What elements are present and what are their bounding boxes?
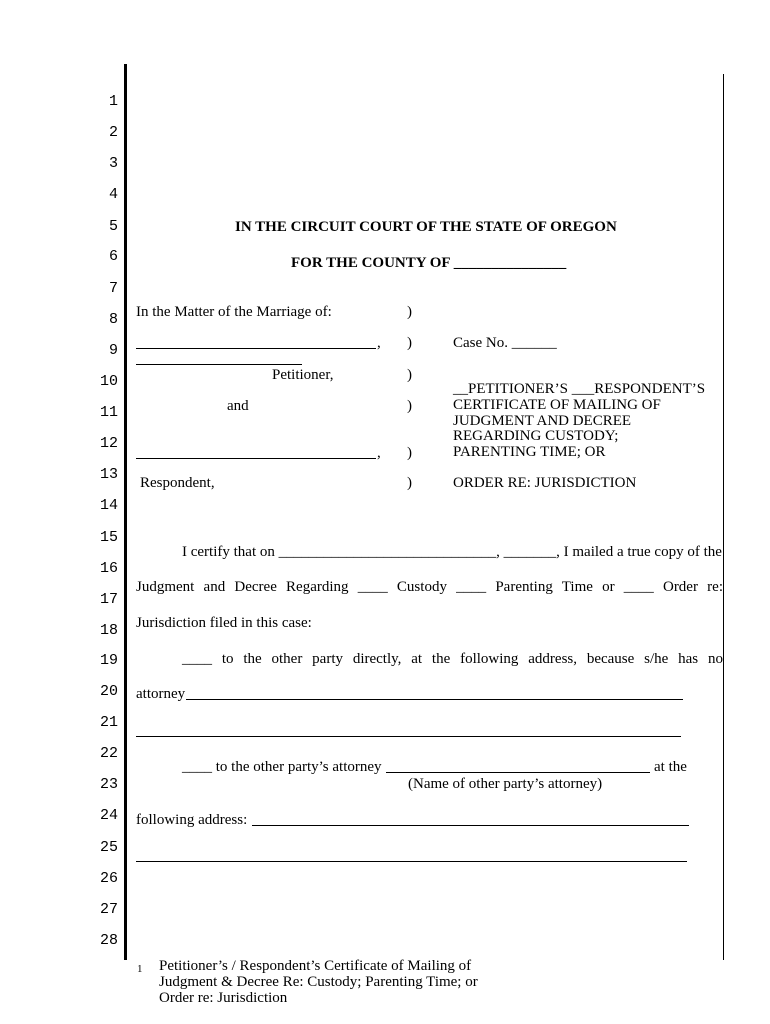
- option-direct-line: ____ to the other party directly, at the following address, because s/he has no: [182, 651, 723, 667]
- matter-label: In the Matter of the Marriage of:: [136, 304, 332, 320]
- line-number: 26: [99, 870, 118, 887]
- caption-paren: ): [407, 475, 412, 491]
- line-number: 5: [108, 218, 118, 235]
- line-number: 17: [99, 591, 118, 608]
- line-number: 18: [99, 622, 118, 639]
- petitioner-label: Petitioner,: [272, 367, 334, 383]
- line-number: 25: [99, 839, 118, 856]
- caption-paren: ): [407, 398, 412, 414]
- right-margin-line: [723, 74, 724, 960]
- line-number: 4: [108, 186, 118, 203]
- attorney-name-line: [386, 772, 650, 773]
- line-number: 16: [99, 560, 118, 577]
- footer-line-1: Petitioner’s / Respondent’s Certificate of Mailing of: [159, 958, 472, 974]
- document-title-line-3: JUDGMENT AND DECREE: [453, 413, 632, 429]
- footer-line-2: Judgment & Decree Re: Custody; Parenting Time; or: [159, 974, 478, 990]
- line-number: 10: [99, 373, 118, 390]
- document-title-line-4: REGARDING CUSTODY;: [453, 428, 619, 444]
- line-number: 2: [108, 124, 118, 141]
- petitioner-comma: ,: [377, 335, 381, 351]
- option-attorney-end: at the: [654, 759, 687, 775]
- caption-paren: ): [407, 335, 412, 351]
- line-number: 12: [99, 435, 118, 452]
- document-title-line-2: CERTIFICATE OF MAILING OF: [453, 397, 661, 413]
- line-number: 23: [99, 776, 118, 793]
- case-number: Case No. ______: [453, 335, 557, 351]
- line-number: 19: [99, 652, 118, 669]
- line-number: 21: [99, 714, 118, 731]
- respondent-comma: ,: [377, 445, 381, 461]
- certify-line: I certify that on _____________________________, _______, I mailed a true copy of the: [182, 544, 722, 560]
- line-number: 9: [108, 342, 118, 359]
- line-number: 14: [99, 497, 118, 514]
- left-margin-double-line: [124, 64, 127, 960]
- line-number: 11: [99, 404, 118, 421]
- and-label: and: [227, 398, 249, 414]
- line-number: 24: [99, 807, 118, 824]
- line-number: 6: [108, 248, 118, 265]
- address-line-3: [252, 825, 689, 826]
- line-number: 28: [99, 932, 118, 949]
- footer-page-number: 1: [137, 963, 143, 975]
- line-number: 8: [108, 311, 118, 328]
- attorney-label: attorney: [136, 686, 186, 702]
- attorney-name-caption: (Name of other party’s attorney): [408, 776, 603, 792]
- line-number: 15: [99, 529, 118, 546]
- document-title-line-5: PARENTING TIME; OR: [453, 444, 606, 460]
- caption-paren: ): [407, 445, 412, 461]
- document-title-line-6: ORDER RE: JURISDICTION: [453, 475, 637, 491]
- address-line-4: [136, 861, 687, 862]
- line-number: 22: [99, 745, 118, 762]
- line-number: 3: [108, 155, 118, 172]
- petitioner-name-line-2: [136, 364, 302, 365]
- following-address-label: following address:: [136, 812, 248, 828]
- caption-paren: ): [407, 367, 412, 383]
- line-number: 13: [99, 466, 118, 483]
- county-heading: FOR THE COUNTY OF _______________: [291, 255, 567, 271]
- jurisdiction-line: Jurisdiction filed in this case:: [136, 615, 312, 631]
- footer-line-3: Order re: Jurisdiction: [159, 990, 288, 1006]
- line-number: 27: [99, 901, 118, 918]
- option-attorney-line: ____ to the other party’s attorney: [182, 759, 382, 775]
- petitioner-name-line: [136, 348, 376, 349]
- address-line-1: [186, 699, 683, 700]
- respondent-label: Respondent,: [140, 475, 215, 491]
- line-number: 7: [108, 280, 118, 297]
- document-title-line-1: __PETITIONER’S ___RESPONDENT’S: [453, 381, 706, 397]
- address-line-2: [136, 736, 681, 737]
- line-number: 1: [108, 93, 118, 110]
- court-heading: IN THE CIRCUIT COURT OF THE STATE OF OREGON: [235, 219, 617, 235]
- judgment-line: Judgment and Decree Regarding ____ Custody ____ Parenting Time or ____ Order re:: [136, 579, 723, 595]
- line-number: 20: [99, 683, 118, 700]
- caption-paren: ): [407, 304, 412, 320]
- respondent-name-line: [136, 458, 376, 459]
